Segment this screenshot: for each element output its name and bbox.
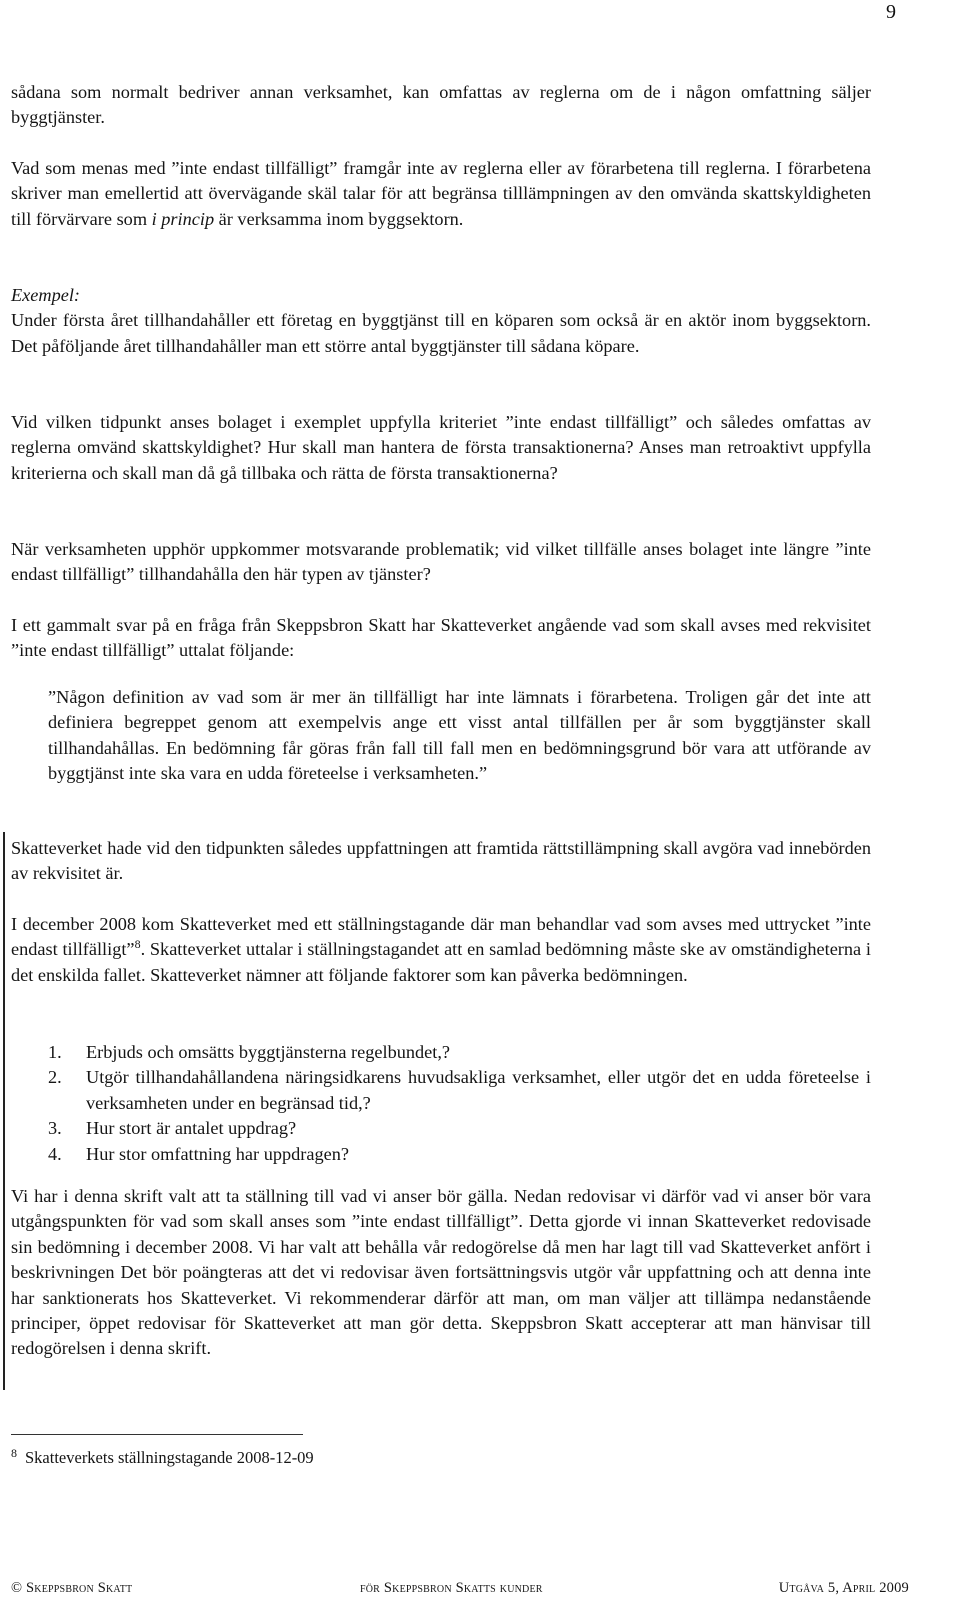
paragraph-7-text-a: I december 2008 kom Skatteverket med ett ställningstagande där man behandlar vad som avses med uttrycket ”inte endast tillfälligt” bbox=[11, 914, 871, 960]
block-quote: ”Någon definition av vad som är mer än tillfälligt har inte lämnats i förarbetena. Troligen går det inte att definiera begreppet genom att exempelvis ange ett visst antal tillfällen per år som byggtjänster skall tillhandahållas. En bedömning får göras från fall till fall men en bedömningsgrund bör vara att utförande av byggtjänst inte ska vara en udda företeelse i verksamheten.” bbox=[48, 687, 871, 784]
page-footer bbox=[11, 1577, 909, 1599]
paragraph-2-text-a: Vad som menas med ”inte endast tillfälligt” framgår inte av reglerna eller av förarbetena till reglerna. I förarbetena skriver man emellertid att övervägande skäl talar för att begränsa tilllämpningen av den omvända skattskyldigheten till förvärvare som bbox=[11, 158, 871, 229]
example-block bbox=[11, 283, 871, 359]
paragraph-3: Vid vilken tidpunkt anses bolaget i exemplet uppfylla kriteriet ”inte endast tillfälligt” och således omfattas av reglerna omvänd skattskyldighet? Hur skall man hantera de första transaktionerna? Anses man retroaktivt uppfylla kriterierna och skall man då gå tillbaka och rätta de första transaktionerna? bbox=[11, 412, 871, 483]
paragraph-7-text-b: . Skatteverket uttalar i ställningstagandet att en samlad bedömning måste ske av omständigheterna i det enskilda fallet. Skatteverket nämner att följande faktorer som kan påverka bedömningen. bbox=[11, 939, 871, 985]
list-item-number: 2. bbox=[48, 1067, 62, 1088]
footnote-reference[interactable]: 8 bbox=[134, 937, 141, 952]
example-label: Exempel: bbox=[11, 285, 81, 305]
paragraph-8: Vi har i denna skrift valt att ta ställning till vad vi anser bör gälla. Nedan redovisar vi därför vad vi anser bör vara utgångspunkten för vad som skall anses som ”inte endast tillfälligt”. Detta gjorde vi innan Skatteverket redovisade sin bedömning i december 2008. Vi har valt att behålla vår redogörelse då men har lagt till vad Skatteverket anfört i beskrivningen Det bör poängteras att det vi redovisar även fortsättningsvis utgör vår uppfattning och att denna inte har sanktionerats hos Skatteverket. Vi rekommenderar därför att man, om man väljer att tillämpa nedanstående principer, öppet redovisar för Skatteverket att man gör detta. Skeppsbron Skatt accepterar att man hänvisar till redogörelsen i denna skrift. bbox=[11, 1186, 871, 1359]
list-item bbox=[48, 1142, 871, 1167]
list-item-text: Hur stor omfattning har uppdragen? bbox=[86, 1143, 349, 1164]
footnote-mark: 8 bbox=[11, 1445, 17, 1460]
example-text: Under första året tillhandahåller ett företag en byggtjänst till en köparen som också är en aktör inom byggsektorn. Det påföljande året tillhandahåller man ett större antal byggtjänster till sådana köpare. bbox=[11, 310, 871, 356]
list-item bbox=[48, 1040, 871, 1065]
change-bar bbox=[3, 832, 5, 1390]
paragraph-7 bbox=[11, 912, 871, 988]
list-item-number: 1. bbox=[48, 1042, 62, 1062]
footnote-separator bbox=[11, 1434, 303, 1435]
paragraph-5: I ett gammalt svar på en fråga från Skeppsbron Skatt har Skatteverket angående vad som skall avses med rekvisitet ”inte endast tillfälligt” uttalat följande: bbox=[11, 615, 871, 661]
list-item bbox=[48, 1116, 871, 1141]
paragraph-2-text-b: är verksamma inom byggsektorn. bbox=[214, 208, 464, 229]
footnote bbox=[11, 1447, 314, 1469]
footnote-text: Skatteverkets ställningstagande 2008-12-09 bbox=[25, 1448, 314, 1467]
paragraph-2 bbox=[11, 156, 871, 232]
list-item-text: Erbjuds och omsätts byggtjänsterna regelbundet,? bbox=[86, 1042, 451, 1062]
paragraph-1: sådana som normalt bedriver annan verksamhet, kan omfattas av reglerna om de i någon omfattning säljer byggtjänster. bbox=[11, 82, 871, 128]
paragraph-2-emphasis: i princip bbox=[151, 208, 215, 229]
list-item-text: Hur stort är antalet uppdrag? bbox=[86, 1118, 297, 1139]
list-item-number: 3. bbox=[48, 1118, 62, 1139]
footer-copyright: © Skeppsbron Skatt bbox=[11, 1580, 133, 1596]
factor-list bbox=[48, 1040, 871, 1167]
footer-edition: Utgåva 5, April 2009 bbox=[778, 1580, 909, 1596]
list-item-number: 4. bbox=[48, 1143, 62, 1164]
footer-audience: för Skeppsbron Skatts kunder bbox=[360, 1580, 543, 1596]
list-item-text: Utgör tillhandahållandena näringsidkarens huvudsakliga verksamhet, eller utgör det en udda företeelse i verksamheten under en begränsad tid,? bbox=[86, 1067, 871, 1113]
paragraph-6: Skatteverket hade vid den tidpunkten således uppfattningen att framtida rättstillämpning skall avgöra vad innebörden av rekvisitet är. bbox=[11, 838, 871, 884]
list-item bbox=[48, 1065, 871, 1116]
page-number: 9 bbox=[886, 1, 896, 23]
paragraph-4: När verksamheten upphör uppkommer motsvarande problematik; vid vilket tillfälle anses bolaget inte längre ”inte endast tillfälligt” tillhandahålla den här typen av tjänster? bbox=[11, 539, 871, 585]
